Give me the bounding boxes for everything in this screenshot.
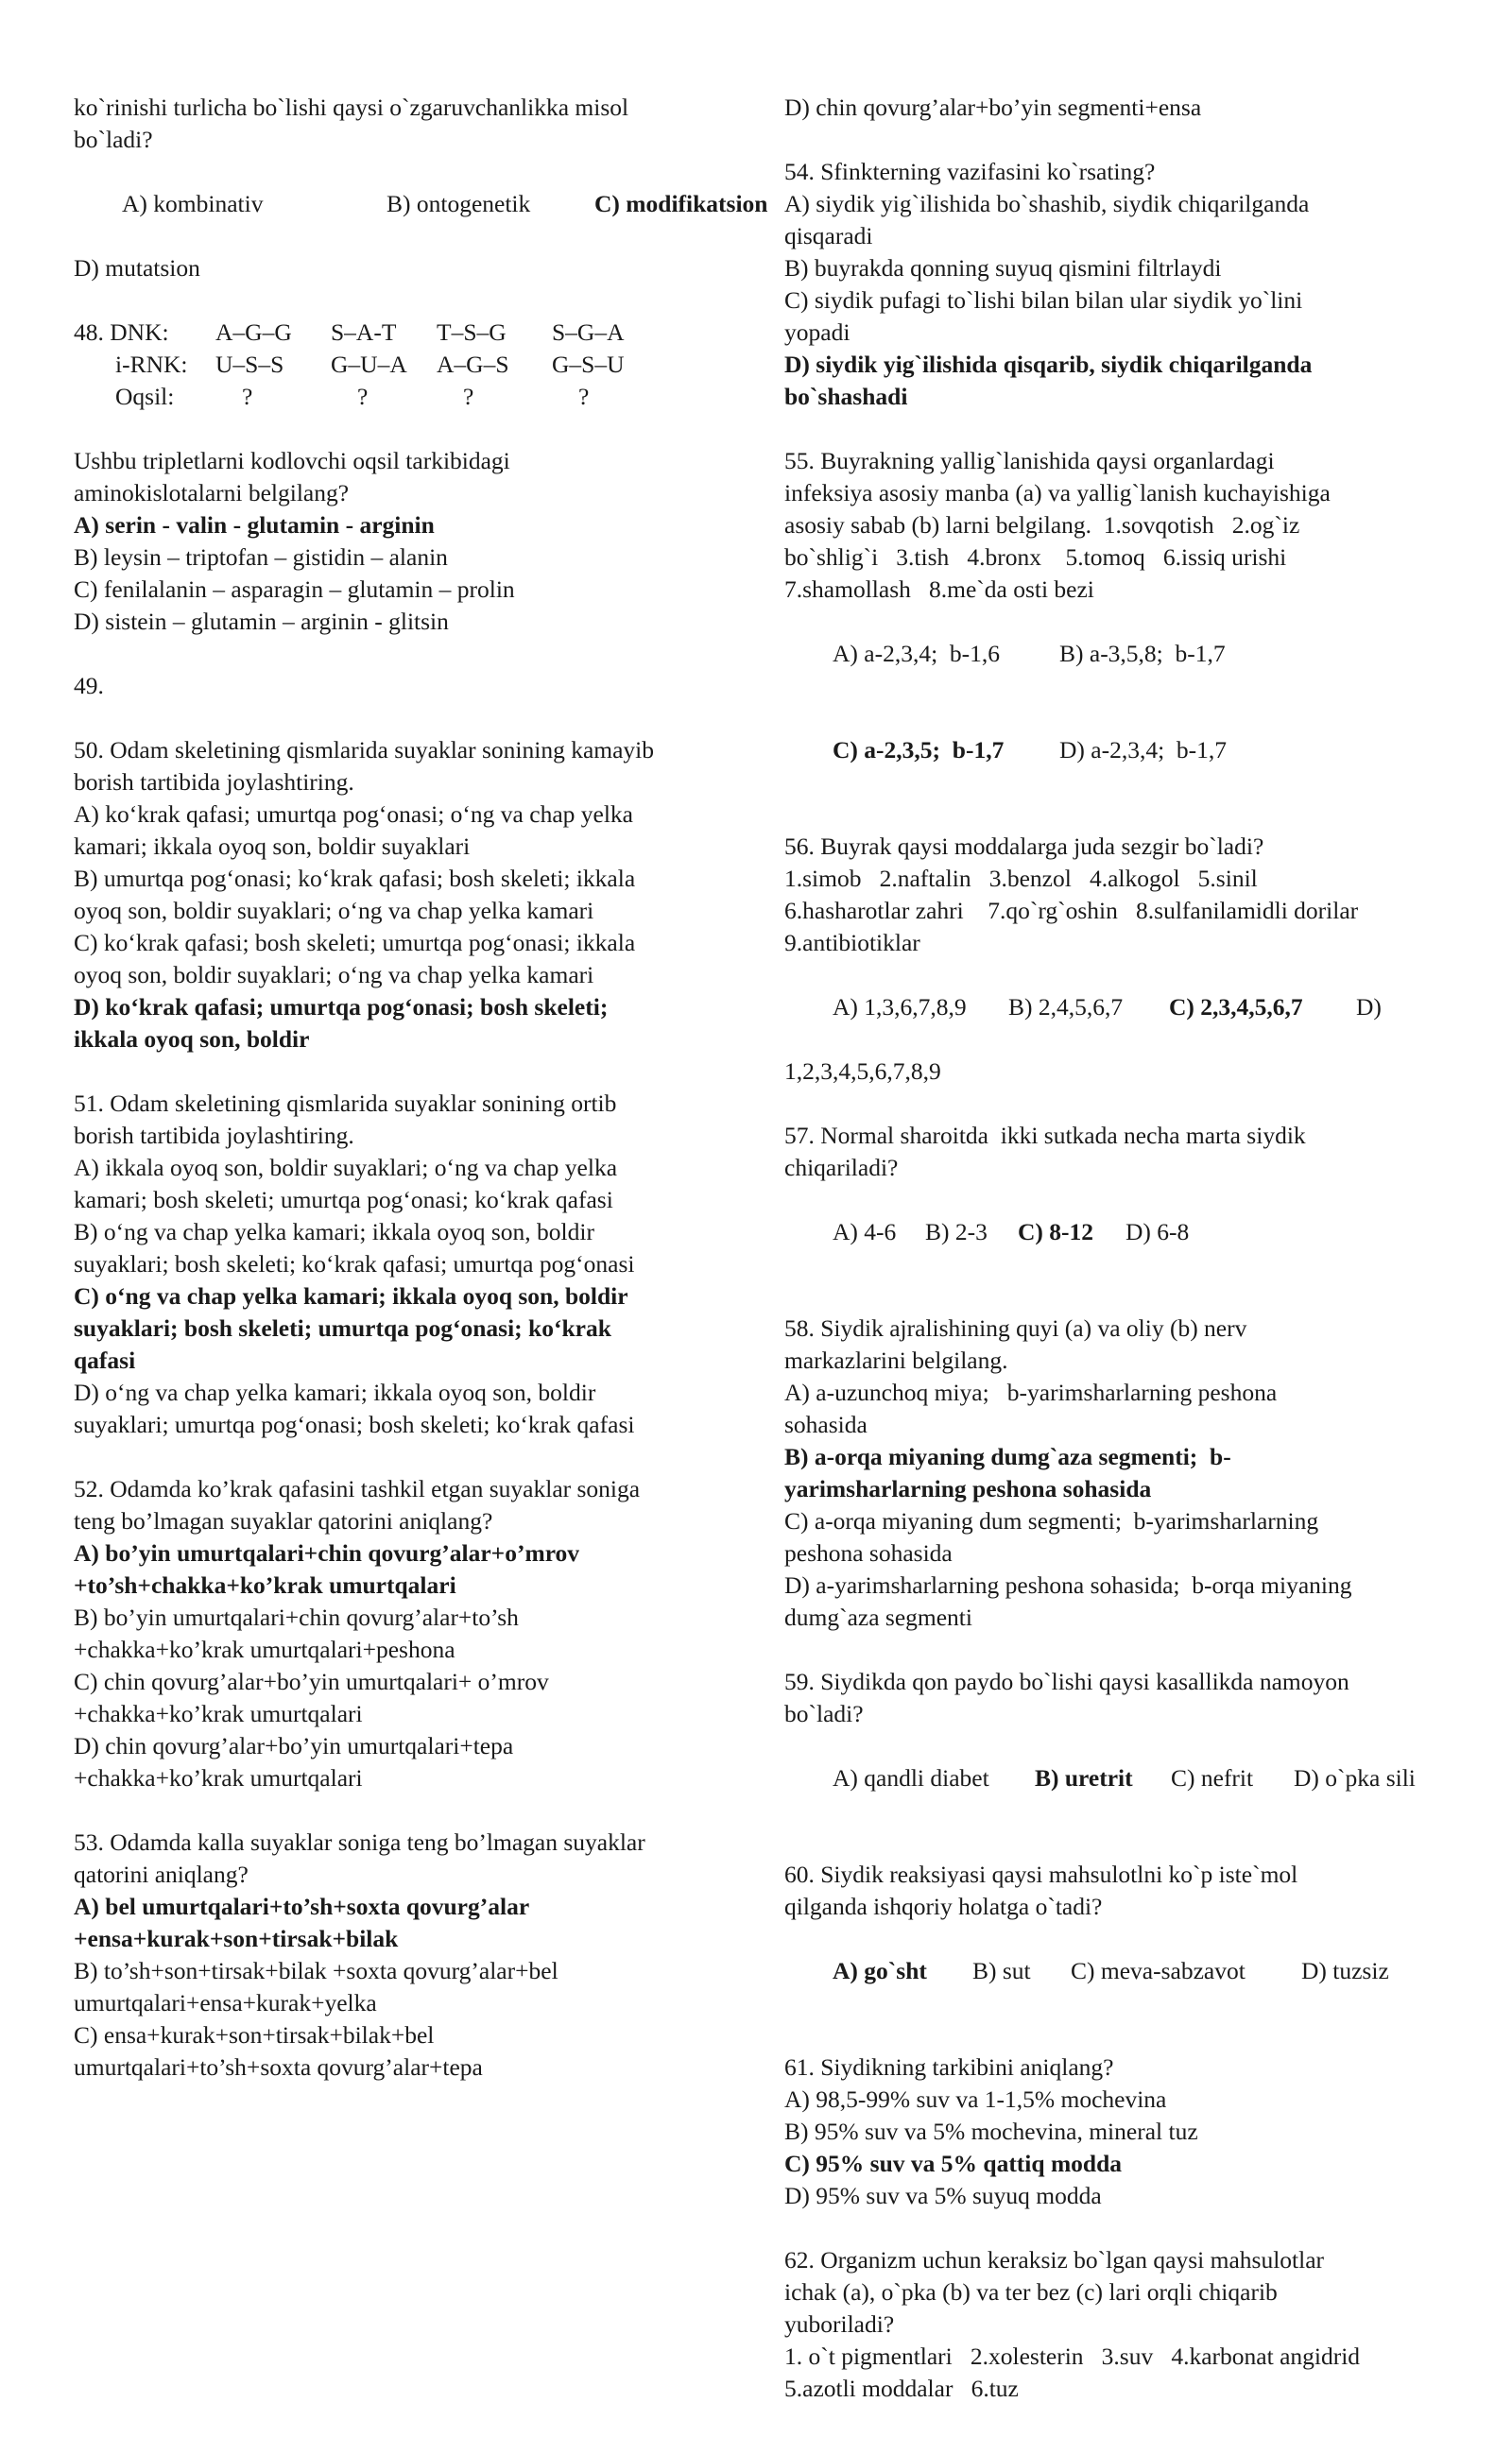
question-text: 53. Odamda kalla suyaklar soniga teng bo’lmagan suyaklar	[74, 1828, 645, 1856]
option-c: C) nefrit	[1171, 1764, 1254, 1792]
option-c: peshona sohasida	[784, 1539, 953, 1567]
option-d: dumg`aza segmenti	[784, 1604, 972, 1631]
option-c: C) ensa+kurak+son+tirsak+bilak+bel	[74, 2021, 435, 2049]
question-text: 9.antibiotiklar	[784, 929, 920, 956]
question-49	[74, 670, 764, 702]
option-b: oyoq son, boldir suyaklari; o‘ng va chap yelka kamari	[74, 897, 594, 924]
question-54	[784, 156, 1465, 413]
question-53	[74, 1827, 764, 2084]
options-row	[784, 702, 1465, 798]
option-d: D)	[1356, 993, 1382, 1021]
options-row	[784, 959, 1465, 1055]
option-c-correct: suyaklari; bosh skeleti; umurtqa pog‘onasi; ko‘krak	[74, 1314, 611, 1342]
option-c-correct: C) 8-12	[1018, 1218, 1094, 1245]
option-a-correct: A) go`sht	[833, 1957, 927, 1984]
question-text: 51. Odam skeletining qismlarida suyaklar sonining ortib	[74, 1090, 617, 1117]
question-text: 55. Buyrakning yallig`lanishida qaysi organlardagi	[784, 447, 1275, 474]
dna-label: 48. DNK:	[74, 318, 169, 346]
option-c: C) siydik pufagi to`lishi bilan bilan ular siydik yo`lini	[784, 286, 1303, 314]
question-text: qilganda ishqoriy holatga o`tadi?	[784, 1893, 1103, 1920]
option-c: oyoq son, boldir suyaklari; o‘ng va chap yelka kamari	[74, 961, 594, 988]
option-a: sohasida	[784, 1411, 868, 1438]
option-a-correct: A) bo’yin umurtqalari+chin qovurg’alar+o’mrov	[74, 1539, 580, 1567]
option-a: A) a-2,3,4; b-1,6	[833, 640, 1001, 667]
option-c: C) fenilalanin – asparagin – glutamin – prolin	[74, 575, 515, 603]
dna-codon: S–A-T	[331, 318, 397, 346]
option-a-correct: A) serin - valin - glutamin - arginin	[74, 511, 435, 539]
question-text: asosiy sabab (b) larni belgilang. 1.sovqotish 2.og`iz	[784, 511, 1300, 539]
option-d: D) a-yarimsharlarning peshona sohasida; b-orqa miyaning	[784, 1571, 1352, 1599]
option-d: D) a-2,3,4; b-1,7	[1059, 736, 1228, 764]
option-b: B) 2,4,5,6,7	[1008, 993, 1124, 1021]
question-text: 1.simob 2.naftalin 3.benzol 4.alkogol 5.sinil	[784, 865, 1258, 892]
option-a: kamari; bosh skeleti; umurtqa pog‘onasi; ko‘krak qafasi	[74, 1186, 613, 1213]
option-d: 1,2,3,4,5,6,7,8,9	[784, 1057, 941, 1085]
option-c: +chakka+ko’krak umurtqalari	[74, 1700, 363, 1727]
question-text: 50. Odam skeletining qismlarida suyaklar sonining kamayib	[74, 736, 655, 764]
option-a: qisqaradi	[784, 222, 873, 249]
question-text: 56. Buyrak qaysi moddalarga juda sezgir bo`ladi?	[784, 832, 1264, 860]
options-row	[784, 1923, 1465, 2019]
option-d: suyaklari; umurtqa pog‘onasi; bosh skeleti; ko‘krak qafasi	[74, 1411, 635, 1438]
question-51	[74, 1088, 764, 1441]
question-text: 54. Sfinkterning vazifasini ko`rsating?	[784, 158, 1156, 185]
question-text: 59. Siydikda qon paydo bo`lishi qaysi kasallikda namoyon	[784, 1668, 1349, 1695]
question-47	[74, 92, 768, 284]
option-b: B) 2-3	[925, 1218, 988, 1245]
rna-codon: G–S–U	[552, 351, 625, 378]
question-58	[784, 1313, 1465, 1634]
question-text: 7.shamollash 8.me`da osti bezi	[784, 575, 1094, 603]
question-62	[784, 2244, 1465, 2405]
option-b-correct: B) a-orqa miyaning dumg`aza segmenti; b-	[784, 1443, 1231, 1470]
question-text: infeksiya asosiy manba (a) va yallig`lanish kuchayishiga	[784, 479, 1331, 506]
option-d: D) sistein – glutamin – arginin - glitsin	[74, 608, 449, 635]
option-a: A) ikkala oyoq son, boldir suyaklari; o‘ng va chap yelka	[74, 1154, 618, 1181]
option-a: kamari; ikkala oyoq son, boldir suyaklari	[74, 832, 471, 860]
option-b: B) o‘ng va chap yelka kamari; ikkala oyoq son, boldir	[74, 1218, 594, 1245]
option-d-correct: D) siydik yig`ilishida qisqarib, siydik chiqarilganda	[784, 351, 1313, 378]
option-b-correct: B) uretrit	[1035, 1764, 1133, 1792]
option-b: B) to’sh+son+tirsak+bilak +soxta qovurg’alar+bel	[74, 1957, 558, 1984]
option-a: A) qandli diabet	[833, 1764, 989, 1792]
option-b: B) bo’yin umurtqalari+chin qovurg’alar+to’sh	[74, 1604, 519, 1631]
question-text: markazlarini belgilang.	[784, 1347, 1008, 1374]
option-a: A) 98,5-99% suv va 1-1,5% mochevina	[784, 2085, 1167, 2113]
question-text: borish tartibida joylashtiring.	[74, 768, 354, 796]
question-56	[784, 831, 1465, 1088]
question-text: aminokislotalarni belgilang?	[74, 479, 350, 506]
question-60	[784, 1859, 1465, 2019]
question-text: bo`ladi?	[74, 126, 153, 153]
option-b: +chakka+ko’krak umurtqalari+peshona	[74, 1636, 455, 1663]
question-50	[74, 734, 764, 1055]
option-c-correct: C) 2,3,4,5,6,7	[1169, 993, 1303, 1021]
option-d-correct: D) ko‘krak qafasi; umurtqa pog‘onasi; bosh skeleti;	[74, 993, 609, 1021]
question-52	[74, 1473, 764, 1794]
question-text: 6.hasharotlar zahri 7.qo`rg`oshin 8.sulfanilamidli dorilar	[784, 897, 1359, 924]
option-c-correct: C) modifikatsion	[594, 190, 768, 217]
options-row	[74, 156, 768, 252]
question-53-continued	[784, 92, 1465, 124]
option-d: D) 6-8	[1125, 1218, 1190, 1245]
question-text: 58. Siydik ajralishining quyi (a) va oliy (b) nerv	[784, 1314, 1247, 1342]
rna-codon: G–U–A	[331, 351, 407, 378]
option-b: B) a-3,5,8; b-1,7	[1059, 640, 1226, 667]
option-d: D) 95% suv va 5% suyuq modda	[784, 2182, 1102, 2209]
question-59	[784, 1666, 1465, 1827]
option-c: C) meva-sabzavot	[1071, 1957, 1246, 1984]
option-c-correct: C) o‘ng va chap yelka kamari; ikkala oyoq son, boldir	[74, 1282, 628, 1310]
option-d: D) chin qovurg’alar+bo’yin segmenti+ensa	[784, 94, 1202, 121]
option-d: D) o‘ng va chap yelka kamari; ikkala oyoq son, boldir	[74, 1379, 596, 1406]
option-b: B) buyrakda qonning suyuq qismini filtrlaydi	[784, 254, 1222, 282]
option-d: D) chin qovurg’alar+bo’yin umurtqalari+tepa	[74, 1732, 514, 1759]
option-d-correct: ikkala oyoq son, boldir	[74, 1025, 310, 1053]
question-text: Ushbu tripletlarni kodlovchi oqsil tarkibidagi	[74, 447, 510, 474]
question-61	[784, 2051, 1465, 2212]
option-d: D) mutatsion	[74, 254, 200, 282]
option-c: C) ko‘krak qafasi; bosh skeleti; umurtqa pog‘onasi; ikkala	[74, 929, 636, 956]
option-a: A) 1,3,6,7,8,9	[833, 993, 967, 1021]
question-48	[74, 317, 764, 638]
option-a: A) ko‘krak qafasi; umurtqa pog‘onasi; o‘ng va chap yelka	[74, 800, 633, 828]
option-a-correct: +to’sh+chakka+ko’krak umurtqalari	[74, 1571, 456, 1599]
rna-codon: U–S–S	[215, 351, 284, 378]
option-c-correct: C) 95% suv va 5% qattiq modda	[784, 2150, 1123, 2177]
option-a-correct: +ensa+kurak+son+tirsak+bilak	[74, 1925, 399, 1952]
rna-codon: A–G–S	[437, 351, 509, 378]
option-b-correct: yarimsharlarning peshona sohasida	[784, 1475, 1152, 1502]
question-number: 49.	[74, 672, 104, 699]
option-b: B) umurtqa pog‘onasi; ko‘krak qafasi; bosh skeleti; ikkala	[74, 865, 636, 892]
question-text: 57. Normal sharoitda ikki sutkada necha marta siydik	[784, 1122, 1306, 1149]
option-c: C) chin qovurg’alar+bo’yin umurtqalari+ o’mrov	[74, 1668, 549, 1695]
question-text: 5.azotli moddalar 6.tuz	[784, 2375, 1019, 2402]
option-b: B) ontogenetik	[387, 190, 531, 217]
option-c-correct: C) a-2,3,5; b-1,7	[833, 736, 1005, 764]
option-b: suyaklari; bosh skeleti; ko‘krak qafasi; umurtqa pog‘onasi	[74, 1250, 635, 1278]
protein-unknown: ?	[463, 383, 474, 410]
dna-codon: T–S–G	[437, 318, 507, 346]
option-a: A) siydik yig`ilishida bo`shashib, siydik chiqarilganda	[784, 190, 1310, 217]
right-column	[784, 92, 1465, 2437]
option-b: B) leysin – triptofan – gistidin – alanin	[74, 543, 448, 571]
dna-codon: S–G–A	[552, 318, 625, 346]
question-text: chiqariladi?	[784, 1154, 899, 1181]
options-row	[784, 1184, 1465, 1280]
spacer	[74, 413, 764, 445]
options-row	[784, 606, 1465, 702]
option-b: B) 95% suv va 5% mochevina, mineral tuz	[784, 2118, 1198, 2145]
option-c-correct: qafasi	[74, 1347, 136, 1374]
question-text: ichak (a), o`pka (b) va ter bez (c) lari orqli chiqarib	[784, 2278, 1278, 2306]
option-d: D) o`pka sili	[1294, 1764, 1416, 1792]
question-55	[784, 445, 1465, 798]
option-d: +chakka+ko’krak umurtqalari	[74, 1764, 363, 1792]
option-b: umurtqalari+ensa+kurak+yelka	[74, 1989, 377, 2017]
question-text: teng bo’lmagan suyaklar qatorini aniqlang?	[74, 1507, 493, 1535]
rna-label: i-RNK:	[115, 351, 188, 378]
option-c: yopadi	[784, 318, 850, 346]
question-text: 60. Siydik reaksiyasi qaysi mahsulotlni ko`p iste`mol	[784, 1861, 1298, 1888]
question-text: qatorini aniqlang?	[74, 1861, 249, 1888]
question-text: bo`shlig`i 3.tish 4.bronx 5.tomoq 6.issiq urishi	[784, 543, 1287, 571]
protein-label: Oqsil:	[115, 383, 175, 410]
dna-codon: A–G–G	[215, 318, 292, 346]
left-column	[74, 92, 768, 2116]
protein-unknown: ?	[357, 383, 369, 410]
options-row	[784, 1730, 1465, 1827]
question-text: 62. Organizm uchun keraksiz bo`lgan qaysi mahsulotlar	[784, 2246, 1325, 2274]
question-text: ko`rinishi turlicha bo`lishi qaysi o`zgaruvchanlikka misol	[74, 94, 629, 121]
protein-unknown: ?	[578, 383, 590, 410]
option-a: A) a-uzunchoq miya; b-yarimsharlarning peshona	[784, 1379, 1278, 1406]
protein-unknown: ?	[242, 383, 253, 410]
option-c: C) a-orqa miyaning dum segmenti; b-yarimsharlarning	[784, 1507, 1319, 1535]
question-text: borish tartibida joylashtiring.	[74, 1122, 354, 1149]
question-text: 1. o`t pigmentlari 2.xolesterin 3.suv 4.karbonat angidrid	[784, 2343, 1361, 2370]
option-a: A) kombinativ	[122, 190, 264, 217]
question-text: 61. Siydikning tarkibini aniqlang?	[784, 2053, 1114, 2081]
question-text: 52. Odamda ko’krak qafasini tashkil etgan suyaklar soniga	[74, 1475, 641, 1502]
option-d: D) tuzsiz	[1301, 1957, 1389, 1984]
option-d-correct: bo`shashadi	[784, 383, 908, 410]
question-57	[784, 1120, 1465, 1280]
question-text: yuboriladi?	[784, 2310, 895, 2338]
question-text: bo`ladi?	[784, 1700, 864, 1727]
codon-table	[74, 317, 764, 413]
option-a-correct: A) bel umurtqalari+to’sh+soxta qovurg’alar	[74, 1893, 530, 1920]
option-b: B) sut	[972, 1957, 1031, 1984]
option-c: umurtqalari+to’sh+soxta qovurg’alar+tepa	[74, 2053, 483, 2081]
option-a: A) 4-6	[833, 1218, 897, 1245]
